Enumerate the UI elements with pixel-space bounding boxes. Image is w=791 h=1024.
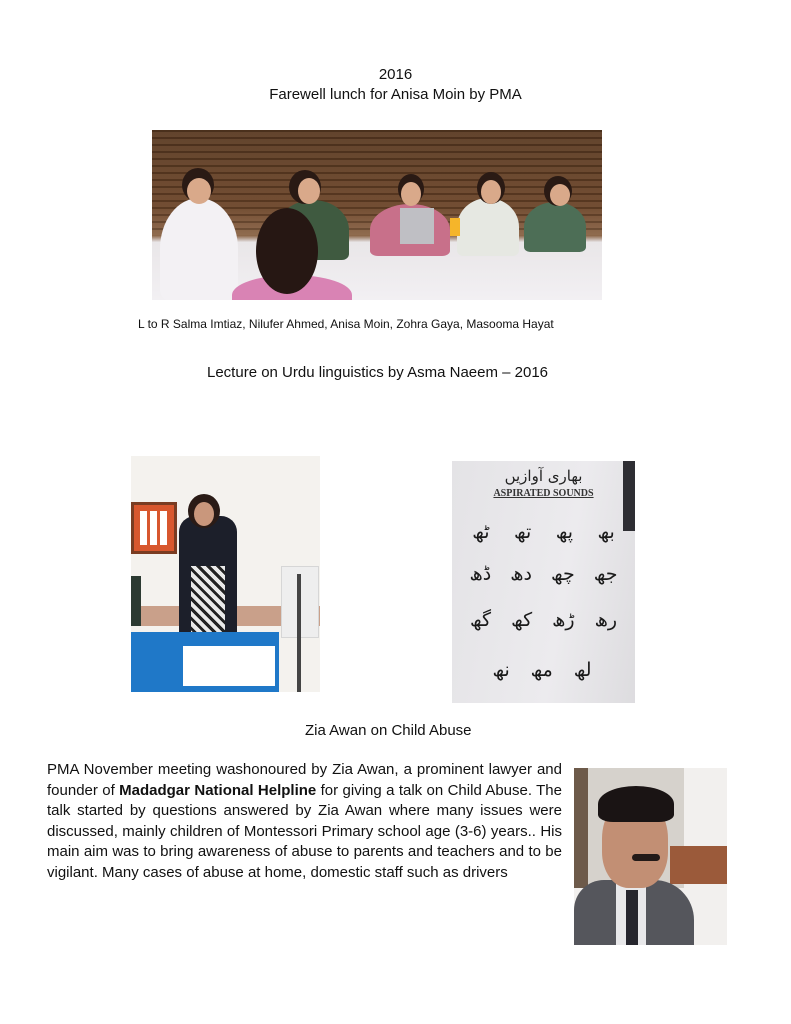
farewell-lunch-photo <box>152 130 602 300</box>
speaker-face <box>194 502 214 526</box>
aspirated-sounds-heading: ASPIRATED SOUNDS <box>493 488 594 499</box>
helpline-name: Madadgar National Helpline <box>119 781 317 799</box>
aspirated-sounds-photo <box>452 461 635 703</box>
frame-windows <box>140 511 168 545</box>
kurta-pattern <box>191 566 225 636</box>
glyph: لھ <box>573 659 592 681</box>
glyph-row-4 <box>482 659 602 681</box>
section-year: 2016 <box>378 66 413 83</box>
glyph: ٹھ <box>472 521 490 543</box>
chair <box>131 576 141 626</box>
tie <box>626 890 638 945</box>
wall-frame <box>131 502 177 554</box>
glyph: مھ <box>530 659 553 681</box>
glyph: ڑھ <box>552 609 575 631</box>
glyph: کھ <box>511 609 533 631</box>
child-abuse-heading: Zia Awan on Child Abuse <box>305 722 472 739</box>
moustache <box>632 854 660 861</box>
glyph: جھ <box>593 563 618 585</box>
wall-post <box>574 768 588 888</box>
person-5-face <box>550 184 570 206</box>
glyph-row-3 <box>460 609 627 631</box>
person-4-face <box>481 180 501 204</box>
zia-awan-photo <box>574 768 727 945</box>
glyph-row-1 <box>460 521 627 543</box>
person-1 <box>160 198 238 300</box>
child-abuse-paragraph <box>47 760 562 883</box>
paragraph-text-2: for giving a talk on Child Abuse. The talk started by questions answered by Zia Awan where many issues were discussed, mainly children of Montessori Primary school age (3-6) years.. His main aim was to bring awareness of abuse to parents and teachers and to be vigilant. Many cases of abuse at home, domestic staff such as drivers <box>47 781 562 881</box>
lecture-heading: Lecture on Urdu linguistics by Asma Naeem – 2016 <box>207 364 549 381</box>
photo-caption: L to R Salma Imtiaz, Nilufer Ahmed, Anisa Moin, Zohra Gaya, Masooma Hayat <box>138 317 554 331</box>
speaker-body <box>179 516 237 636</box>
paper-sheet <box>183 646 275 686</box>
person-5 <box>524 202 586 252</box>
mic-stand <box>297 574 301 692</box>
glyph: نھ <box>492 659 510 681</box>
glyph-row-2 <box>460 563 627 585</box>
glyph: بھ <box>597 521 615 543</box>
glyph: تھ <box>513 521 532 543</box>
glyph: پھ <box>555 521 574 543</box>
glyph: چھ <box>551 563 575 585</box>
urdu-heading: بھاری آوازیں <box>504 467 583 485</box>
menu-card <box>400 208 434 244</box>
glyph: دھ <box>510 563 532 585</box>
person-3-face <box>401 182 421 206</box>
juice-glass <box>450 218 460 236</box>
person-1-face <box>187 178 211 204</box>
farewell-lunch-heading: Farewell lunch for Anisa Moin by PMA <box>269 86 522 103</box>
lecture-photo <box>131 456 320 692</box>
glyph: ڈھ <box>469 563 492 585</box>
hair <box>598 786 674 822</box>
glyph: رھ <box>594 609 618 631</box>
person-back-head <box>256 208 318 294</box>
person-2-face <box>298 178 320 204</box>
person-4 <box>457 198 519 256</box>
glyph: گھ <box>470 609 492 631</box>
paragraph-text-1: PMA November meeting washonoured by Zia Awan, a prominent lawyer and founder of <box>47 761 562 799</box>
wooden-panel <box>670 846 727 884</box>
